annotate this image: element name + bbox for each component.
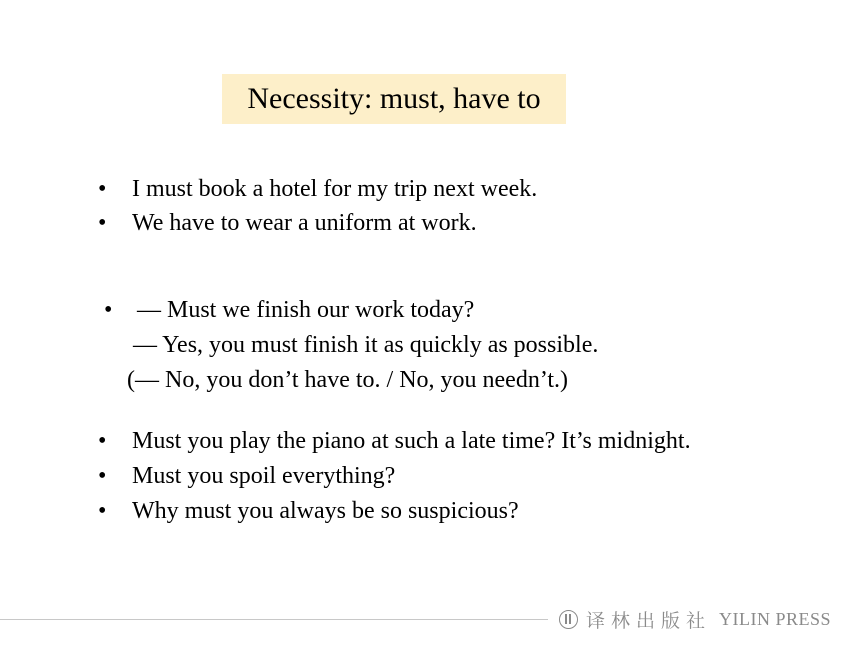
slide-title-text: Necessity: must, have to bbox=[247, 82, 541, 115]
bullet-icon: • bbox=[98, 428, 107, 454]
bullet-icon: • bbox=[98, 498, 107, 524]
dialogue-question: — Must we finish our work today? bbox=[137, 297, 475, 323]
bullet-icon: • bbox=[98, 210, 107, 236]
bullet-icon: • bbox=[104, 297, 113, 323]
publisher-name-cn: 译林出版社 bbox=[586, 610, 712, 632]
dialogue-answer-yes: — Yes, you must finish it as quickly as possible. bbox=[133, 332, 599, 358]
example-sentence: We have to wear a uniform at work. bbox=[132, 210, 477, 236]
example-sentence: Why must you always be so suspicious? bbox=[132, 498, 519, 524]
publisher-logo-icon bbox=[559, 610, 578, 629]
dialogue-answer-no: (— No, you don’t have to. / No, you needn’t.) bbox=[127, 367, 569, 393]
example-sentence: Must you spoil everything? bbox=[132, 463, 396, 489]
slide-title bbox=[222, 74, 566, 124]
bullet-icon: • bbox=[98, 463, 107, 489]
bullet-icon: • bbox=[98, 176, 107, 202]
example-sentence: I must book a hotel for my trip next week. bbox=[132, 176, 538, 202]
footer-divider bbox=[0, 619, 548, 620]
publisher-brand bbox=[559, 606, 831, 632]
example-sentence: Must you play the piano at such a late time? It’s midnight. bbox=[132, 428, 691, 454]
publisher-name-en: YILIN PRESS bbox=[719, 608, 832, 629]
